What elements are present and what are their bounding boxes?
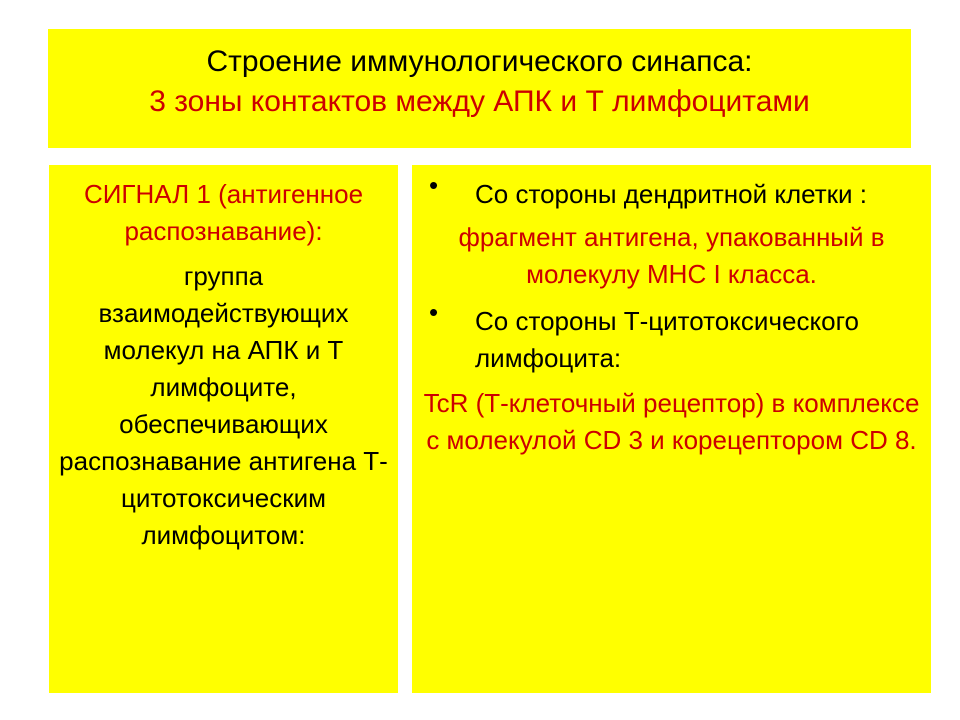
- title-panel: [48, 29, 911, 148]
- bullet-item-cytotoxic-text: Со стороны Т-цитотоксического лимфоцита:: [475, 306, 859, 373]
- signal-label: СИГНАЛ 1 (антигенное распознавание):: [83, 179, 364, 246]
- signal-panel: [49, 165, 398, 693]
- contacts-panel: [412, 165, 931, 693]
- signal-description: группа взаимодействующих молекул на АПК и Т лимфоците, обеспечивающих распознавание антигена Т-цитотоксическим лимфоцитом:: [59, 261, 388, 550]
- bullet-item-cytotoxic: [412, 297, 931, 377]
- bullet-item-dendritic-text: Со стороны дендритной клетки :: [475, 179, 868, 209]
- bullet-icon: •: [429, 170, 439, 200]
- bullet-icon: •: [429, 297, 439, 327]
- slide-title: Строение иммунологического синапса:: [206, 45, 753, 78]
- slide-subtitle: 3 зоны контактов между АПК и Т лимфоцитами: [149, 85, 810, 118]
- bullet-item-dendritic: [412, 170, 931, 213]
- bullet-item-cytotoxic-detail: TcR (Т-клеточный рецептор) в комплексе с молекулой CD 3 и корецептором CD 8.: [423, 388, 920, 455]
- bullet-item-dendritic-detail: фрагмент антигена, упакованный в молекулу МНС I класса.: [458, 222, 885, 289]
